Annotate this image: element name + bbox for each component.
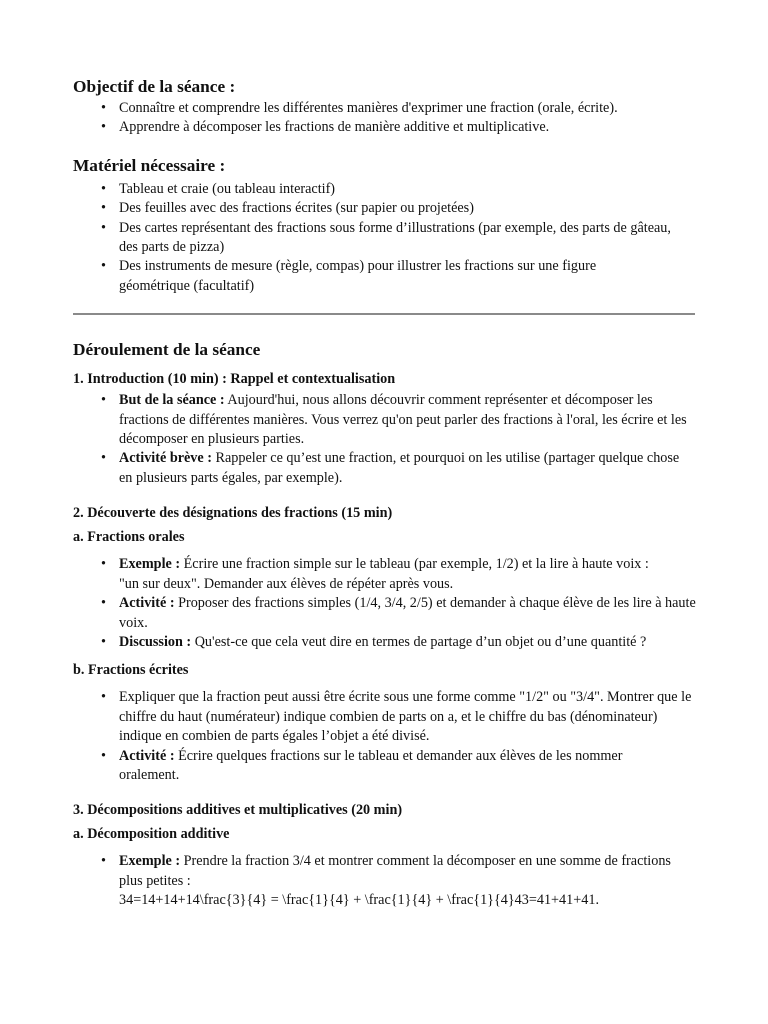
list-item: • Tableau et craie (ou tableau interactif) [119,180,698,199]
item-label: Discussion : [119,633,192,650]
additive-list [73,852,698,910]
oral-title: a. Fractions orales [73,529,185,546]
additive-title: a. Décomposition additive [73,826,230,843]
item-label: But de la séance : [119,392,225,409]
materials-list [73,180,698,296]
list-item [119,555,698,594]
list-item: • Apprendre à décomposer les fractions de manière additive et multiplicative. [119,118,698,137]
item-text: Qu'est-ce que cela veut dire en termes de partage d’un objet ou d’une quantité ? [191,633,647,650]
item-text: Rappeler ce qu’est une fraction, et pourquoi on les utilise (partager quelque chose en plusieurs parts égales, par exemple). [119,450,680,486]
item-label: Activité : [119,747,175,764]
list-item: • Connaître et comprendre les différentes manières d'exprimer une fraction (orale, écrite). [119,99,698,118]
list-item [119,688,698,746]
objective-heading: Objectif de la séance : [73,77,236,96]
list-item [119,633,718,652]
decomposition-title: 3. Décompositions additives et multiplicatives (20 min) [73,802,403,819]
list-item: • Des feuilles avec des fractions écrites (sur papier ou projetées) [119,199,698,218]
item-text: Aujourd'hui, nous allons découvrir comment représenter et décomposer les fractions de différentes manières. Vous verrez qu'on peut parler des fractions à l'oral, les écrire et les décomposer en plusieurs parties. [119,392,687,448]
progress-heading: Déroulement de la séance [73,340,261,360]
materials-heading: Matériel nécessaire : [73,155,226,175]
list-item [119,449,698,488]
item-text: Écrire quelques fractions sur le tableau et demander aux élèves de les nommer oralement. [119,747,623,783]
item-text: Proposer des fractions simples (1/4, 3/4, 2/5) et demander à chaque élève de les lire à haute voix. [119,595,696,631]
item-text: Écrire une fraction simple sur le tableau (par exemple, 1/2) et la lire à haute voix : "un sur deux". Demander aux élèves de répéter après vous. [119,556,649,592]
intro-title: 1. Introduction (10 min) : Rappel et contextualisation [73,371,396,388]
objective-list [73,99,698,138]
list-item [119,594,698,633]
list-item [119,852,698,910]
document-content [73,76,698,911]
intro-list [73,391,698,488]
item-text: Prendre la fraction 3/4 et montrer comment la décomposer en une somme de fractions plus petites : [119,853,671,889]
item-label: Activité : [119,595,175,612]
list-item: • Des cartes représentant des fractions sous forme d’illustrations (par exemple, des parts de gâteau, des parts de pizza) [119,219,698,258]
written-list [73,688,698,785]
item-text: Expliquer que la fraction peut aussi être écrite sous une forme comme "1/2" ou "3/4". Montrer que le chiffre du haut (numérateur) indique combien de parts on a, et le chiffre du bas (dénominateur) indique en combien de parts égales l’objet a été divisé. [119,689,692,745]
list-item [119,747,698,786]
written-title: b. Fractions écrites [73,662,189,679]
discovery-title: 2. Découverte des désignations des fractions (15 min) [73,505,393,522]
oral-list [73,555,698,652]
list-item: • Des instruments de mesure (règle, compas) pour illustrer les fractions sur une figure géométrique (facultatif) [119,257,698,296]
item-label: Activité brève : [119,450,212,467]
formula-text: 34=14+14+14\frac{3}{4} = \frac{1}{4} + \frac{1}{4} + \frac{1}{4}43=41+41+41. [119,892,599,909]
item-label: Exemple : [119,556,181,573]
section-divider [73,313,695,315]
item-label: Exemple : [119,853,181,870]
list-item [119,391,698,449]
